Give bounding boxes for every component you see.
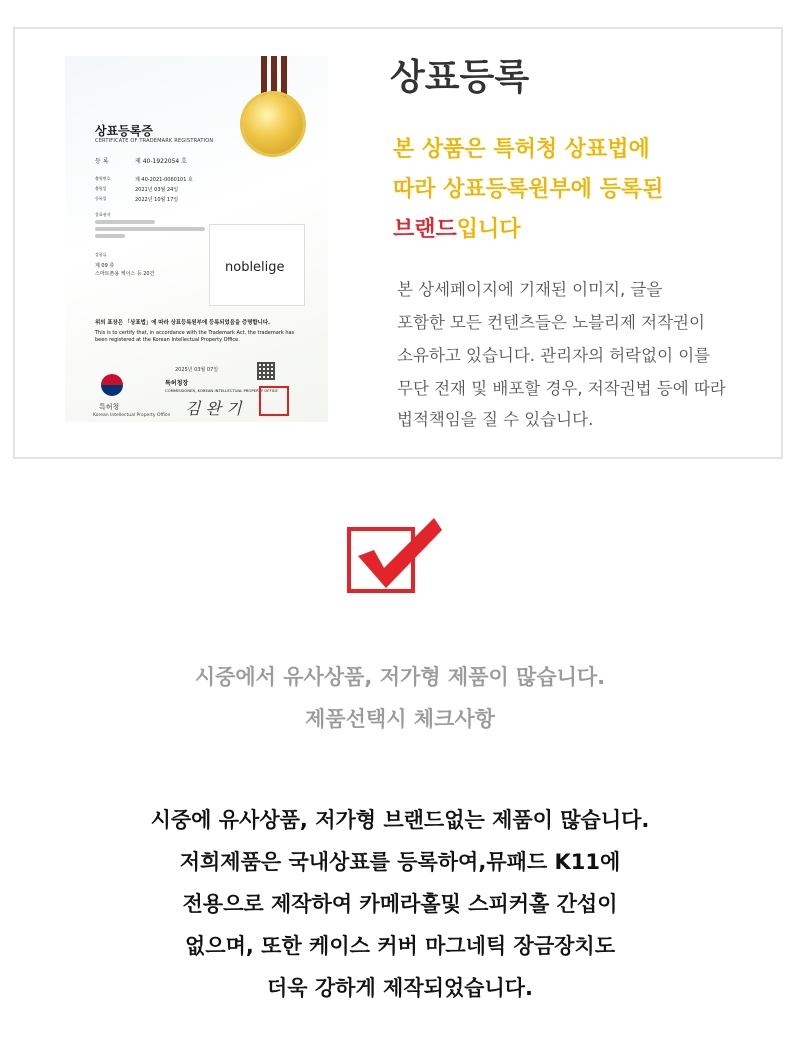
- row-label: 출원번호: [95, 176, 111, 181]
- description-line: 본 상세페이지에 기재된 이미지, 글을: [397, 280, 663, 299]
- highlight-line: [393, 172, 663, 203]
- highlight-text: 따라 상표등록원부에 등록된: [393, 177, 664, 202]
- statement-en: This is to certify that, in accordance with the Trademark Act, the trademark has: [95, 330, 295, 336]
- brand-name: noblelige: [225, 260, 285, 275]
- highlight-brand-text: 브랜드: [393, 217, 457, 242]
- trademark-certificate-image: [65, 56, 328, 422]
- office-name: 특허청: [99, 403, 120, 411]
- class-value: 제 09 류: [95, 263, 115, 269]
- trademark-card: [13, 27, 783, 459]
- statement-ko: 위의 표장은 「상표법」에 따라 상표등록원부에 등록되었음을 증명합니다.: [95, 320, 271, 326]
- row-value: 제 40-2021-0060101 호: [135, 177, 193, 183]
- row-label: 등록일: [95, 196, 107, 201]
- product-info-line: 전용으로 제작하여 카메라홀및 스피커홀 간섭이: [182, 892, 618, 916]
- highlight-text: 입니다: [456, 217, 521, 242]
- signature: 김 완 기: [185, 399, 242, 418]
- description-line: 소유하고 있습니다. 관리자의 허락없이 이를: [397, 346, 711, 365]
- notice-line: 제품선택시 체크사항: [305, 707, 495, 731]
- issue-date: 2025년 03월 07일: [175, 367, 219, 373]
- highlight-line: [393, 132, 650, 163]
- official-stamp-icon: [259, 386, 289, 416]
- product-info-line: 없으며, 또한 케이스 커버 마그네틱 장금장치도: [185, 934, 615, 958]
- class-label: 상품류: [95, 252, 107, 257]
- row-value: 제 40-1922054 호: [135, 158, 187, 165]
- kipo-logo-icon: [101, 374, 123, 396]
- gold-seal-icon: [243, 94, 303, 154]
- office-name-en: Korean Intellectual Property Office: [93, 413, 171, 418]
- row-label: 출원일: [95, 186, 107, 191]
- certificate-subtitle: CERTIFICATE OF TRADEMARK REGISTRATION: [95, 138, 214, 144]
- qr-code-icon: [257, 362, 275, 380]
- product-info-line: 저희제품은 국내상표를 등록하여,뮤패드 K11에: [179, 850, 621, 874]
- commissioner: 특허청장: [165, 380, 189, 387]
- row-label: 등 록: [95, 158, 109, 165]
- checkmark-icon: [346, 516, 446, 596]
- row-value: 2022년 10월 17일: [135, 197, 179, 203]
- goods-value: 스마트폰용 케이스 등 20건: [95, 271, 155, 277]
- description-line: 무단 전재 및 배포할 경우, 저작권법 등에 따라: [397, 379, 726, 398]
- blurred-text: [95, 234, 125, 238]
- blurred-text: [95, 220, 155, 224]
- commissioner-en: COMMISSIONER, KOREAN INTELLECTUAL PROPERTY OFFICE: [165, 388, 278, 393]
- notice-line: 시중에서 유사상품, 저가형 제품이 많습니다.: [194, 665, 606, 689]
- description-line: 포함한 모든 컨텐츠들은 노블리제 저작권이: [397, 313, 705, 332]
- section-heading: 상표등록: [390, 57, 530, 98]
- highlight-line: [393, 212, 521, 243]
- blurred-text: [95, 227, 205, 231]
- row-value: 2021년 03월 24일: [135, 187, 179, 193]
- product-info-line: 시중에 유사상품, 저가형 브랜드없는 제품이 많습니다.: [150, 808, 650, 832]
- product-info-line: 더욱 강하게 제작되었습니다.: [266, 976, 534, 1000]
- certificate-title: 상표등록증: [95, 124, 153, 138]
- statement-en: been registered at the Korean Intellectual Property Office.: [95, 337, 240, 343]
- description-line: 법적책임을 질 수 있습니다.: [397, 410, 594, 429]
- highlight-text: 본 상품은 특허청 상표법에: [393, 137, 650, 162]
- holder-label: 상표권자: [95, 212, 111, 217]
